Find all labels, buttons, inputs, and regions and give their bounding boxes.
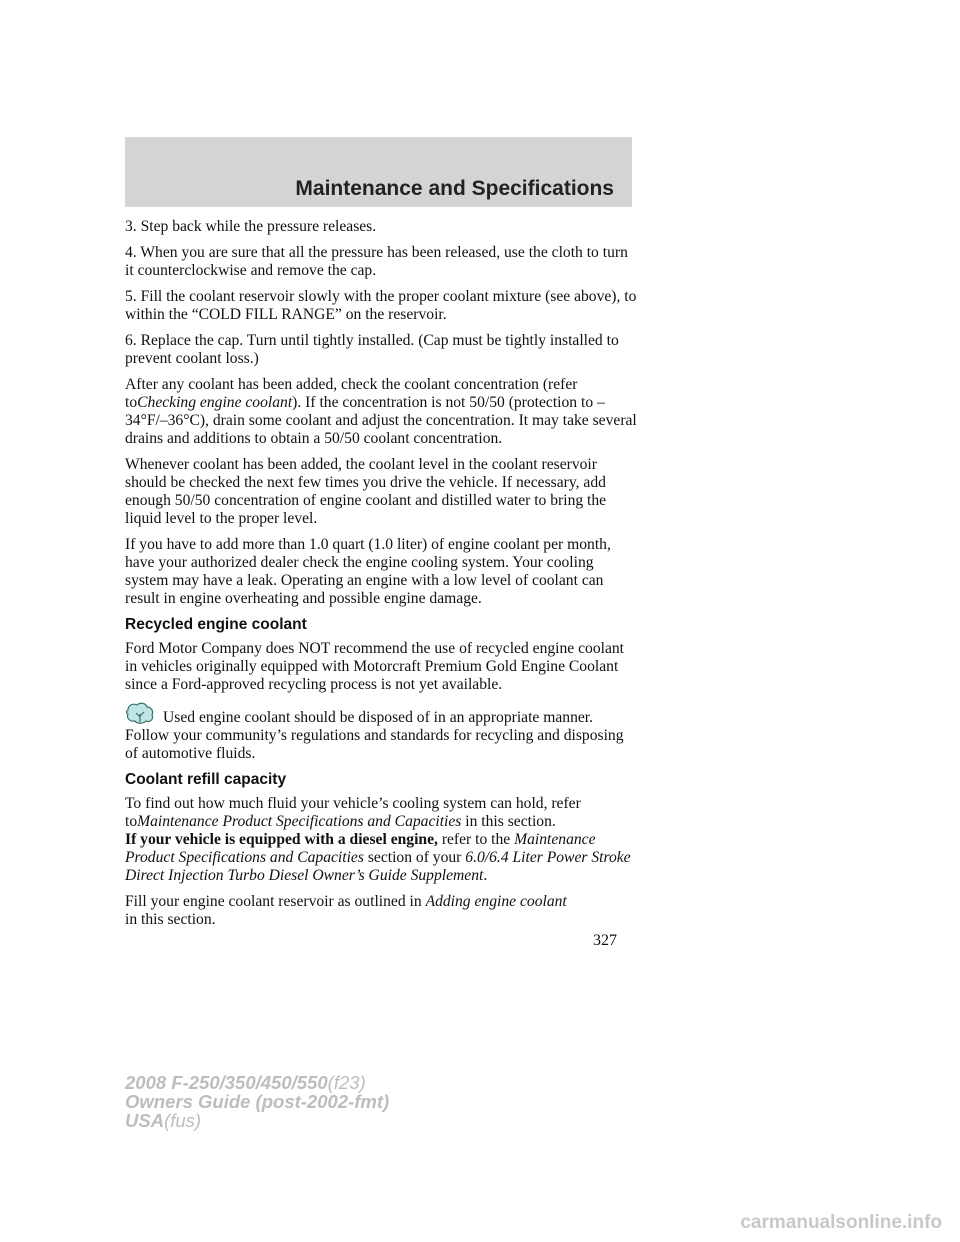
section-header xyxy=(125,137,632,207)
supplement-reference: 6.0/6.4 Liter Power Stroke Direct Injection Turbo Diesel Owner’s Guide Supplement xyxy=(125,849,631,884)
heading-recycled: Recycled engine coolant xyxy=(125,616,307,633)
footer-line-1: 2008 F-250/350/450/550(f23) xyxy=(125,1072,366,1093)
paragraph-recycled: Ford Motor Company does NOT recommend the use of recycled engine coolant in vehicles originally equipped with Motorcraft Premium Gold Engine Coolant since a Ford-approved recycling process is not yet available. xyxy=(125,640,625,693)
paragraph-whenever: Whenever coolant has been added, the coolant level in the coolant reservoir should be checked the next few times you drive the vehicle. If necessary, add enough 50/50 concentration of engine coolant and distilled water to bring the liquid level to the proper level. xyxy=(125,456,607,527)
cross-reference: Checking engine coolant xyxy=(137,394,293,411)
paragraph-disposal: Used engine coolant should be disposed of in an appropriate manner. Follow your community’s regulations and standards for recycling and disposing of automotive fluids. xyxy=(125,702,640,763)
step-6: 6. Replace the cap. Turn until tightly installed. (Cap must be tightly installed to prevent coolant loss.) xyxy=(125,332,619,367)
cross-reference: Maintenance Product Specifications and Capacities xyxy=(125,831,596,866)
step-3: 3. Step back while the pressure releases. xyxy=(125,218,377,235)
document-footer xyxy=(125,1073,389,1130)
step-4: 4. When you are sure that all the pressure has been released, use the cloth to turn it counterclockwise and remove the cap. xyxy=(125,244,628,279)
paragraph-fill: Fill your engine coolant reservoir as outlined in Adding engine coolant in this section. xyxy=(125,893,567,928)
watermark: carmanualsonline.info xyxy=(740,1212,942,1233)
step-5: 5. Fill the coolant reservoir slowly with the proper coolant mixture (see above), to within the “COLD FILL RANGE” on the reservoir. xyxy=(125,288,637,323)
recycle-icon xyxy=(125,702,157,726)
heading-capacity: Coolant refill capacity xyxy=(125,771,287,788)
diesel-note: If your vehicle is equipped with a diesel engine, xyxy=(125,831,438,848)
footer-line-2: Owners Guide (post-2002-fmt) xyxy=(125,1091,390,1112)
footer-line-3: USA(fus) xyxy=(125,1110,202,1131)
page-content xyxy=(125,218,640,937)
cross-reference: Maintenance Product Specifications and Capacities xyxy=(137,813,462,830)
page-number: 327 xyxy=(593,932,617,949)
paragraph-more-coolant: If you have to add more than 1.0 quart (1.0 liter) of engine coolant per month, have your authorized dealer check the engine cooling system. Your cooling system may have a leak. Operating an engine with a low level of coolant can result in engine overheating and possible engine damage. xyxy=(125,536,611,607)
paragraph-capacity: To find out how much fluid your vehicle’s cooling system can hold, refer toMaintenance Product Specifications and Capacities in this section. If your vehicle is equipped with a diesel engine, refer to the Maintenance Product Specifications and Capacities section of your 6.0/6.4 Liter Power Stroke Direct Injection Turbo Diesel Owner’s Guide Supplement. xyxy=(125,795,631,884)
paragraph-after-adding: After any coolant has been added, check the coolant concentration (refer toChecking engine coolant). If the concentration is not 50/50 (protection to –34°F/–36°C), drain some coolant and adjust the concentration. It may take several drains and additions to obtain a 50/50 coolant concentration. xyxy=(125,376,637,447)
section-title: Maintenance and Specifications xyxy=(295,177,614,200)
cross-reference: Adding engine coolant xyxy=(425,893,567,910)
